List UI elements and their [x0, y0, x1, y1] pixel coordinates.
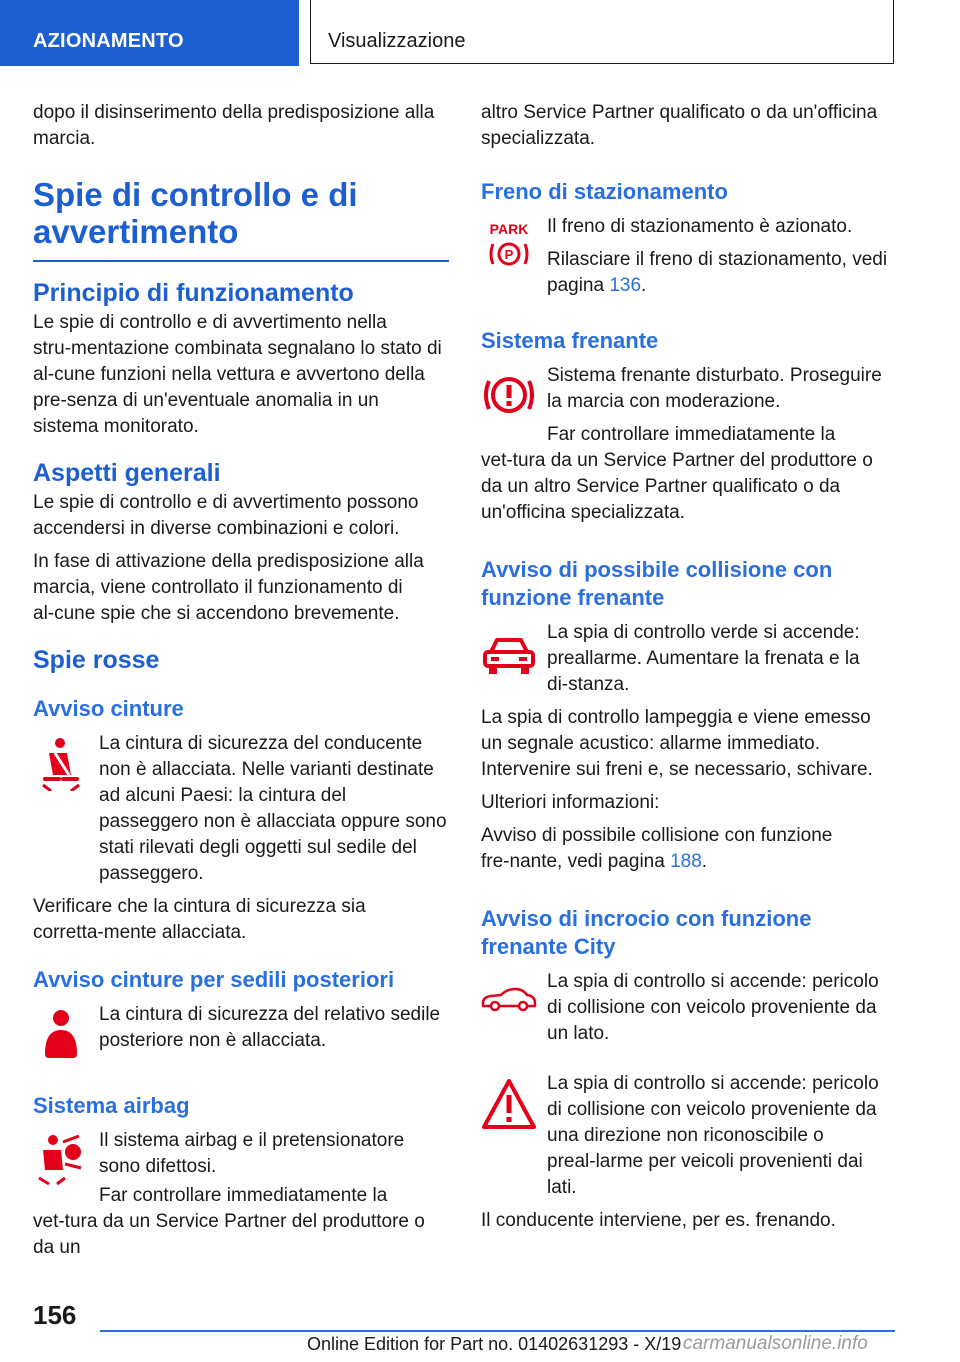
aspetti-text-2: In fase di attivazione della predisposizione alla marcia, viene controllato il funzionamento di al‑cune spie che si accendono brevemente.: [33, 551, 424, 624]
aspetti-heading: Aspetti generali: [33, 459, 221, 487]
cinture-block: [33, 731, 449, 887]
frenante-text-2: Far controllare immediatamente la vet‑tura da un Service Partner del produttore o da un altro Service Partner qualificato o da un'officina specializzata.: [481, 424, 873, 523]
heading-rule: [33, 260, 449, 262]
collisione-text-1: La spia di controllo verde si accende: preallarme. Aumentare la frenata e la di‑stanza.: [547, 622, 860, 695]
collisione-page-link[interactable]: 188: [670, 851, 702, 872]
car-side-icon: [481, 973, 537, 1029]
frenante-heading: Sistema frenante: [481, 328, 659, 353]
cinture-post-text: La cintura di sicurezza del relativo sedile posteriore non è allacciata.: [99, 1004, 441, 1051]
cinture-text-2: Verificare che la cintura di sicurezza sia corretta‑mente allacciata.: [33, 896, 366, 943]
page-number: 156: [33, 1300, 77, 1330]
left-intro: dopo il disinserimento della predisposizione alla marcia.: [33, 102, 435, 149]
collisione-heading: Avviso di possibile collisione con funzione frenante: [481, 557, 833, 610]
incrocio-text-3: Il conducente interviene, per es. frenando.: [481, 1210, 836, 1231]
principio-heading: Principio di funzionamento: [33, 279, 354, 307]
airbag-text-2: Far controllare immediatamente la vet‑tura da un Service Partner del produttore o da un: [33, 1185, 425, 1258]
freno-block: [481, 214, 897, 299]
brake-warning-icon: [481, 369, 537, 425]
section-label: AZIONAMENTO: [33, 30, 184, 52]
section-tab: [0, 0, 299, 66]
collisione-text-4: Avviso di possibile collisione con funzione fre‑nante, vedi pagina 188.: [481, 825, 833, 872]
footer-rule: [100, 1330, 895, 1332]
left-column: [33, 100, 449, 1268]
freno-text-2: Rilasciare il freno di stazionamento, vedi pagina 136.: [547, 249, 888, 296]
airbag-icon: [33, 1132, 89, 1188]
frenante-text-1: Sistema frenante disturbato. Proseguire la marcia con moderazione.: [547, 365, 882, 412]
freno-text-2-body: Rilasciare il freno di stazionamento, vedi pagina: [547, 249, 888, 296]
cinture-post-heading: Avviso cinture per sedili posteriori: [33, 967, 395, 992]
aspetti-text-1: Le spie di controllo e di avvertimento possono accendersi in diverse combinazioni e colori.: [33, 492, 419, 539]
frenante-block: [481, 363, 897, 415]
car-front-icon: [481, 626, 537, 682]
freno-page-link[interactable]: 136: [609, 275, 642, 296]
freno-heading: Freno di stazionamento: [481, 179, 728, 204]
freno-text-1: Il freno di stazionamento è azionato.: [547, 216, 853, 237]
warning-triangle-icon: [481, 1077, 537, 1133]
right-column: [481, 100, 897, 1241]
collisione-block: [481, 620, 897, 698]
svg-text:P: P: [504, 247, 514, 262]
incrocio-heading: Avviso di incrocio con funzione frenante City: [481, 906, 812, 959]
incrocio-block-2: [481, 1071, 897, 1201]
incrocio-text-1: La spia di controllo si accende: pericolo di collisione con veicolo proveniente da un lato.: [547, 971, 879, 1044]
parking-brake-icon: [481, 216, 537, 272]
incrocio-block-1: [481, 969, 897, 1047]
rear-seat-icon: [33, 1008, 89, 1064]
park-label: PARK: [489, 221, 529, 237]
right-intro: altro Service Partner qualificato o da un'officina specializzata.: [481, 102, 878, 149]
chapter-box: [310, 0, 894, 64]
airbag-text-1: Il sistema airbag e il pretensionatore sono difettosi.: [99, 1130, 405, 1177]
incrocio-text-2: La spia di controllo si accende: pericolo di collisione con veicolo proveniente da una direzione non riconoscibile o preal‑larme per veicoli provenienti dai lati.: [547, 1073, 879, 1198]
principio-text: Le spie di controllo e di avvertimento nella stru‑mentazione combinata segnalano lo stato di al‑cune funzioni nella vettura e avvertono della pre‑senza di un'eventuale anomalia in un sistema monitorato.: [33, 312, 442, 437]
cinture-text: La cintura di sicurezza del conducente non è allacciata. Nelle varianti destinate ad alcuni Paesi: la cintura del passeggero non è allacciata oppure sono stati rilevati degli oggetti sul sedile del passeggero.: [99, 733, 447, 884]
collisione-text-3: Ulteriori informazioni:: [481, 792, 660, 813]
main-heading: Spie di controllo e di avvertimento: [33, 176, 358, 250]
airbag-block: [33, 1128, 449, 1180]
watermark: carmanualsonline.info: [683, 1333, 868, 1354]
seatbelt-icon: [33, 735, 89, 791]
collisione-text-2: La spia di controllo lampeggia e viene emesso un segnale acustico: allarme immediato. Intervenire sui freni e, se necessario, schivare.: [481, 707, 873, 780]
airbag-heading: Sistema airbag: [33, 1093, 190, 1118]
cinture-post-block: [33, 1002, 449, 1058]
chapter-label: Visualizzazione: [328, 30, 466, 52]
edition-text: Online Edition for Part no. 01402631293 - X/19: [307, 1334, 682, 1354]
collisione-text-4-body: Avviso di possibile collisione con funzione fre‑nante, vedi pagina: [481, 825, 833, 872]
cinture-heading: Avviso cinture: [33, 696, 184, 721]
spie-rosse-heading: Spie rosse: [33, 646, 160, 674]
